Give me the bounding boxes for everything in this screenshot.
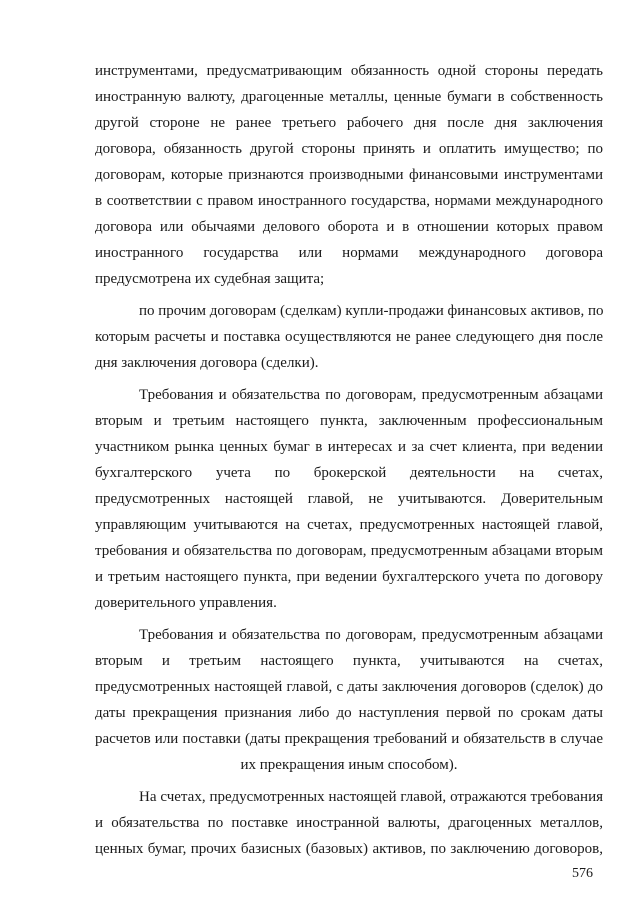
text-line: иностранного государства или нормами международного договора: [95, 245, 603, 261]
text-line: которым расчеты и поставка осуществляются не ранее следующего дня после: [95, 329, 603, 345]
text-line: инструментами, предусматривающим обязанность одной стороны передать: [95, 63, 603, 79]
text-line: доверительного управления.: [95, 595, 277, 611]
text-line: вторым и третьим настоящего пункта, учитываются на счетах,: [95, 653, 603, 669]
text-line: расчетов или поставки (даты прекращения требований и обязательств в случае: [95, 731, 603, 747]
text-line: бухгалтерского учета по брокерской деятельности на счетах,: [95, 465, 603, 481]
text-line: предусмотренных настоящей главой, не учитываются. Доверительным: [95, 491, 603, 507]
text-line: другой стороне не ранее третьего рабочего дня после дня заключения: [95, 115, 603, 131]
text-line: На счетах, предусмотренных настоящей главой, отражаются требования: [139, 789, 603, 805]
text-line: дня заключения договора (сделки).: [95, 355, 319, 371]
text-line: предусмотренных настоящей главой, с даты заключения договоров (сделок) до: [95, 679, 603, 695]
text-line: договора, обязанность другой стороны принять и оплатить имущество; по: [95, 141, 603, 157]
text-line: даты прекращения признания либо до наступления первой по срокам даты: [95, 705, 603, 721]
text-line: договора или обычаями делового оборота и в отношении которых правом: [95, 219, 603, 235]
text-line: их прекращения иным способом).: [240, 757, 458, 773]
text-line: вторым и третьим настоящего пункта, заключенным профессиональным: [95, 413, 603, 429]
text-line: Требования и обязательства по договорам, предусмотренным абзацами: [139, 627, 603, 643]
text-line: участником рынка ценных бумаг в интересах и за счет клиента, при ведении: [95, 439, 603, 455]
text-line: требования и обязательства по договорам, предусмотренным абзацами вторым: [95, 543, 603, 559]
text-line: в соответствии с правом иностранного государства, нормами международного: [95, 193, 603, 209]
text-line: и обязательства по поставке иностранной валюты, драгоценных металлов,: [95, 815, 603, 831]
text-line: и третьим настоящего пункта, при ведении бухгалтерского учета по договору: [95, 569, 603, 585]
text-line: иностранную валюту, драгоценные металлы, ценные бумаги в собственность: [95, 89, 603, 105]
text-line: по прочим договорам (сделкам) купли-продажи финансовых активов, по: [139, 303, 603, 319]
page-number: 576: [572, 866, 593, 881]
document-body-text: [95, 58, 603, 862]
text-line: договорам, которые признаются производными финансовыми инструментами: [95, 167, 603, 183]
text-line: Требования и обязательства по договорам, предусмотренным абзацами: [139, 387, 603, 403]
text-line: ценных бумаг, прочих базисных (базовых) активов, по заключению договоров,: [95, 841, 603, 857]
text-line: предусмотрена их судебная защита;: [95, 271, 325, 287]
text-line: управляющим учитываются на счетах, предусмотренных настоящей главой,: [95, 517, 603, 533]
